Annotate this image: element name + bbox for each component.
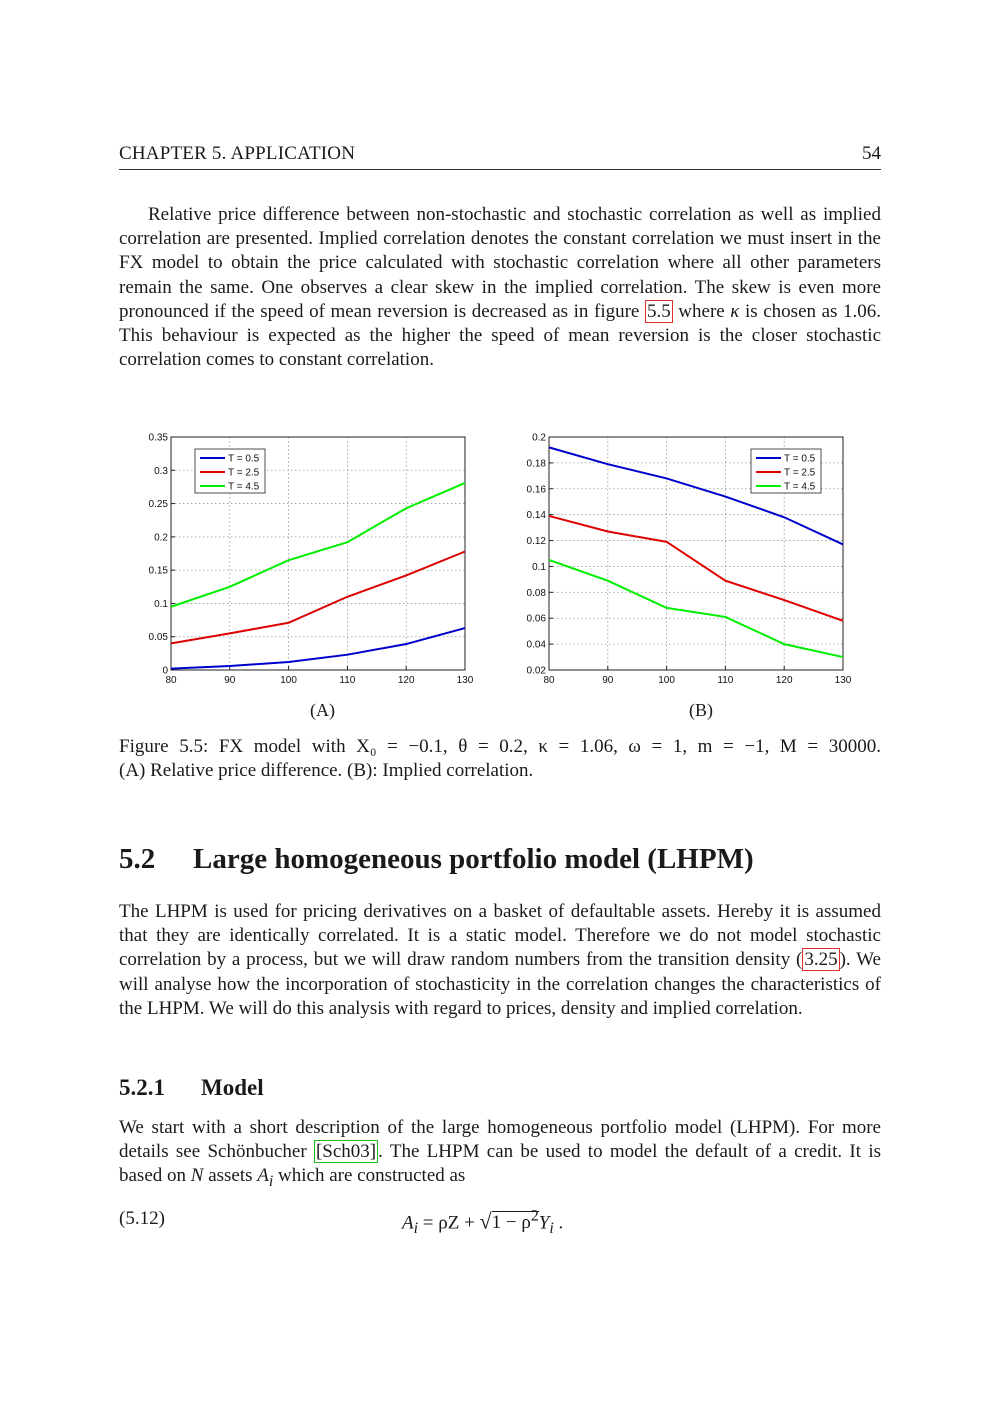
- chart-a: [141, 428, 511, 688]
- equation-reference-link[interactable]: 3.25: [804, 949, 838, 971]
- section-heading: [119, 843, 754, 876]
- y-tick-label: 0.05: [148, 632, 168, 644]
- y-tick-label: 0.35: [148, 432, 168, 444]
- equation-number: (5.12): [119, 1208, 165, 1229]
- x-tick-label: 120: [397, 675, 415, 686]
- y-tick-label: 0.1: [532, 561, 546, 573]
- y-tick-label: 0.04: [526, 639, 546, 651]
- intro-paragraph: Relative price difference between non-stochastic and stochastic correlation as well as implied correlation are presented. Implied correlation denotes the constant correlation we must insert in the FX model to obtain the price calculated with stochastic correlation where all other parameters remain the same. One observes a clear skew in the implied correlation. The skew is even more pronounced if the speed of mean reversion is decreased as in figure 5.5 where κ is chosen as 1.06. This behaviour is expected as the higher the speed of mean reversion is the closer stochastic correlation comes to constant correlation.: [119, 204, 881, 371]
- subsection-title: Model: [201, 1075, 264, 1100]
- x-tick-label: 130: [834, 675, 852, 686]
- subsection-number: 5.2.1: [119, 1075, 165, 1100]
- y-tick-label: 0.3: [154, 465, 168, 477]
- y-tick-label: 0.2: [532, 432, 546, 444]
- section-number: 5.2: [119, 843, 156, 875]
- caption-line-2: (A) Relative price difference. (B): Implied correlation.: [119, 760, 534, 782]
- y-tick-label: 0: [162, 665, 168, 677]
- series-line: [549, 516, 843, 621]
- chapter-title: CHAPTER 5. APPLICATION: [119, 143, 356, 164]
- section-paragraph: The LHPM is used for pricing derivatives on a basket of defaultable assets. Hereby it is assumed that they are identically correlated. It is a static model. Therefore we do not model stochastic correlation by a process, but we will draw random numbers from the transition density ( 3.25 ). We will analyse how the incorporation of stochasticity in the correlation changes the characteristics of the LHPM. We will do this analysis with regard to prices, density and implied correlation.: [119, 901, 881, 1019]
- model-paragraph: We start with a short description of the large homogeneous portfolio model (LHPM). For more details see Schönbucher [Sch03] . The LHPM can be used to model the default of a credit. It is based on N assets $A_i$ which are constructed as: [119, 1117, 881, 1191]
- y-tick-label: 0.12: [526, 536, 546, 548]
- legend-label: T = 4.5: [784, 481, 816, 493]
- x-tick-label: 100: [658, 675, 675, 686]
- figure-caption: [119, 735, 881, 783]
- x-tick-label: 110: [339, 675, 356, 686]
- x-tick-label: 90: [224, 675, 236, 686]
- y-tick-label: 0.08: [526, 587, 546, 599]
- series-line: [171, 483, 465, 607]
- y-tick-label: 0.15: [148, 565, 168, 577]
- page-number: 54: [862, 143, 881, 164]
- y-tick-label: 0.18: [526, 458, 546, 470]
- figure-reference-link[interactable]: 5.5: [646, 300, 671, 322]
- equation-body: $A_i = \rho Z + √1 - \rho^2Y_i$ .: [402, 1208, 564, 1238]
- y-tick-label: 0.2: [154, 532, 168, 544]
- running-header: [119, 143, 881, 170]
- x-tick-label: 90: [602, 675, 614, 686]
- y-tick-label: 0.25: [148, 499, 168, 511]
- panel-a-label: (A): [310, 700, 335, 720]
- y-tick-label: 0.06: [526, 613, 546, 625]
- section-title: Large homogeneous portfolio model (LHPM): [193, 843, 754, 875]
- series-line: [171, 628, 465, 669]
- chart-b: [519, 428, 889, 688]
- citation-link[interactable]: [Sch03]: [315, 1141, 377, 1163]
- x-tick-label: 80: [543, 675, 555, 686]
- x-tick-label: 110: [717, 675, 734, 686]
- legend-label: T = 0.5: [784, 453, 816, 465]
- x-tick-label: 100: [280, 675, 297, 686]
- x-tick-label: 120: [775, 675, 793, 686]
- y-tick-label: 0.02: [526, 665, 546, 677]
- legend-label: T = 2.5: [228, 467, 260, 479]
- series-line: [171, 552, 465, 644]
- panel-b-label: (B): [689, 700, 713, 720]
- legend-label: T = 0.5: [228, 453, 260, 465]
- series-line: [549, 560, 843, 657]
- legend-label: T = 4.5: [228, 481, 260, 493]
- y-tick-label: 0.14: [526, 510, 546, 522]
- legend-label: T = 2.5: [784, 467, 816, 479]
- x-tick-label: 130: [456, 675, 474, 686]
- y-tick-label: 0.1: [154, 598, 168, 610]
- caption-line-1: Figure 5.5: FX model with X₀ = −0.1, θ = 0.2, κ = 1.06, ω = 1, m = −1, M = 30000.: [119, 736, 881, 757]
- x-tick-label: 80: [165, 675, 177, 686]
- subsection-heading: [119, 1075, 264, 1101]
- y-tick-label: 0.16: [526, 484, 546, 496]
